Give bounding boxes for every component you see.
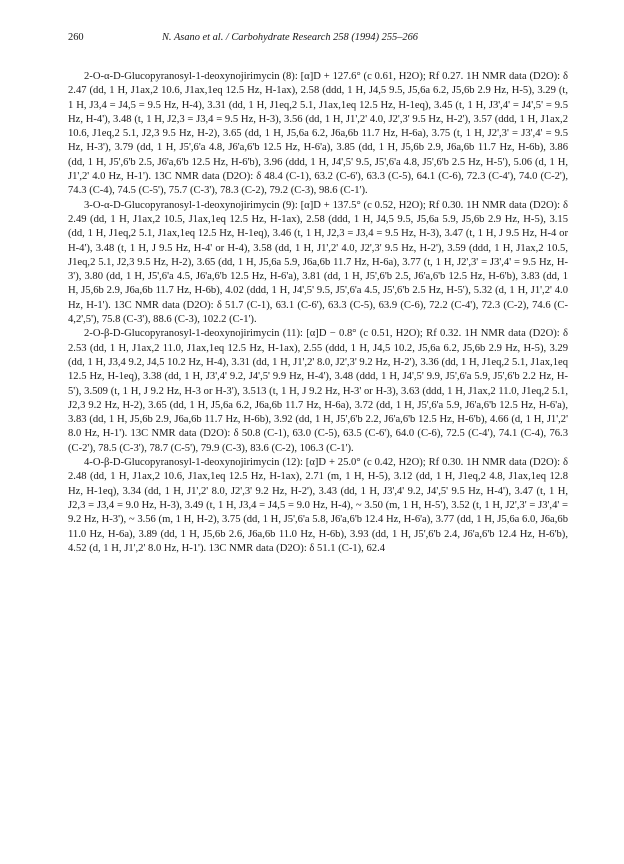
journal-page <box>68 32 568 554</box>
running-title: N. Asano et al. / Carbohydrate Research 258 (1994) 255–266 <box>162 32 418 43</box>
paragraph-compound-12: 4-O-β-D-Glucopyranosyl-1-deoxynojirimycin (12): [α]D + 25.0° (c 0.42, H2O); Rf 0.30. 1H NMR data (D2O): δ 2.48 (dd, 1 H, J1ax,2 10.6, J1ax,1eq 12.5 Hz, H-1ax), 2.71 (m, 1 H, H-5), 3.12 (dd, 1 H, J1eq,2 4.8, J1ax,1eq 12.8 Hz, H-1eq), 3.34 (dd, 1 H, J1',2' 8.0, J2',3' 9.2 Hz, H-2'), 3.43 (dd, 1 H, J3',4' 9.2, J4',5' 9.5 Hz, H-4'), 3.47 (t, 1 H, J2,3 = J3,4 = 9.0 Hz, H-3), 3.49 (t, 1 H, J3,4 = J4,5 = 9.0 Hz, H-4), ~ 3.50 (m, 1 H, H-5'), 3.52 (t, 1 H, J2',3' = J3',4' = 9.2 Hz, H-3'), ~ 3.56 (m, 1 H, H-2), 3.75 (dd, 1 H, J5',6'a 5.8, J6'a,6'b 12.4 Hz, H-6'a), 3.77 (dd, 1 H, J5,6a 6.0, J6a,6b 11.0 Hz, H-6a), 3.89 (dd, 1 H, J5,6b 2.6, J6a,6b 11.0 Hz, H-6b), 3.93 (dd, 1 H, J5',6'b 2.4, J6'a,6'b 12.4 Hz, H-6'b), 4.52 (d, 1 H, J1',2' 8.0 Hz, H-1'). 13C NMR data (D2O): δ 51.1 (C-1), 62.4 <box>68 457 568 554</box>
paragraph-compound-11: 2-O-β-D-Glucopyranosyl-1-deoxynojirimycin (11): [α]D − 0.8° (c 0.51, H2O); Rf 0.32. 1H NMR data (D2O): δ 2.53 (dd, 1 H, J1ax,2 11.0, J1ax,1eq 12.5 Hz, H-1ax), 2.55 (ddd, 1 H, J4,5 10.2, J5,6a 6.2, J5,6b 2.9 Hz, H-5), 3.29 (dd, 1 H, J3,4 9.2, J4,5 10.2 Hz, H-4), 3.31 (dd, 1 H, J1',2' 8.0, J2',3' 9.2 Hz, H-2'), 3.36 (dd, 1 H, J1eq,2 5.1, J1ax,1eq 12.5 Hz, H-1eq), 3.38 (dd, 1 H, J3',4' 9.2, J4',5' 9.9 Hz, H-4'), 3.48 (ddd, 1 H, J4',5' 9.9, J5',6'a 5.9, J5',6'b 2.2 Hz, H-5'), 3.509 (t, 1 H, J 9.2 Hz, H-3 or H-3'), 3.513 (t, 1 H, J 9.2 Hz, H-3' or H-3), 3.63 (ddd, 1 H, J1ax,2 11.0, J1eq,2 5.1, J2,3 9.2 Hz, H-2), 3.65 (dd, 1 H, J5,6a 6.2, J6a,6b 11.7 Hz, H-6a), 3.72 (dd, 1 H, J5',6'a 5.9, J6'a,6'b 12.5 Hz, H-6'a), 3.83 (dd, 1 H, J5,6b 2.9, J6a,6b 11.7 Hz, H-6b), 3.92 (dd, 1 H, J5',6'b 2.2, J6'a,6'b 12.5 Hz, H-6'b), 4.66 (d, 1 H, J1',2' 8.0 Hz, H-1'). 13C NMR data (D2O): δ 50.8 (C-1), 63.0 (C-5), 63.5 (C-6'), 64.0 (C-6), 72.5 (C-4'), 74.1 (C-4), 76.3 (C-2'), 78.5 (C-3'), 78.7 (C-5'), 79.9 (C-3), 83.6 (C-2), 106.3 (C-1'). <box>68 328 568 454</box>
paragraph-compound-8: 2-O-α-D-Glucopyranosyl-1-deoxynojirimycin (8): [α]D + 127.6° (c 0.61, H2O); Rf 0.27. 1H NMR data (D2O): δ 2.47 (dd, 1 H, J1ax,2 10.6, J1ax,1eq 12.5 Hz, H-1ax), 2.58 (ddd, 1 H, J4,5 9.5, J5,6a 6.2, J5,6b 2.9 Hz, H-5), 3.29 (t, 1 H, J3,4 = J4,5 = 9.5 Hz, H-4), 3.31 (dd, 1 H, J1eq,2 5.1, J1ax,1eq 12.5 Hz, H-1eq), 3.45 (t, 1 H, J3',4' = J4',5' = 9.5 Hz, H-4'), 3.48 (t, 1 H, J2,3 = J3,4 = 9.5 Hz, H-3), 3.56 (dd, 1 H, J1',2' 4.0, J2',3' 9.5 Hz, H-2'), 3.57 (ddd, 1 H, J1ax,2 10.6, J1eq,2 5.1, J2,3 9.5 Hz, H-2), 3.65 (dd, 1 H, J5,6a 6.2, J6a,6b 11.7 Hz, H-6a), 3.75 (t, 1 H, J2',3' = J3',4' = 9.5 Hz, H-3'), 3.79 (dd, 1 H, J5',6'a 4.8, J6'a,6'b 12.5 Hz, H-6'a), 3.85 (dd, 1 H, J5,6b 2.9, J6a,6b 11.7 Hz, H-6b), 3.86 (dd, 1 H, J5',6'b 2.5, J6'a,6'b 12.5 Hz, H-6'b), 3.96 (ddd, 1 H, J4',5' 9.5, J5',6'a 4.8, J5',6'b 2.5 Hz, H-5'), 5.06 (d, 1 H, J1',2' 4.0 Hz, H-1'). 13C NMR data (D2O): δ 48.4 (C-1), 63.2 (C-6'), 63.3 (C-5), 64.1 (C-6), 72.3 (C-4'), 74.0 (C-2'), 74.3 (C-4), 74.5 (C-5'), 75.7 (C-3'), 78.3 (C-2), 79.2 (C-3), 98.6 (C-1'). <box>68 71 568 197</box>
page-number: 260 <box>68 32 84 43</box>
article-body <box>68 70 568 556</box>
page-header <box>68 32 568 52</box>
paragraph-compound-9: 3-O-α-D-Glucopyranosyl-1-deoxynojirimycin (9): [α]D + 137.5° (c 0.52, H2O); Rf 0.30. 1H NMR data (D2O): δ 2.49 (dd, 1 H, J1ax,2 10.5, J1ax,1eq 12.5 Hz, H-1ax), 2.58 (ddd, 1 H, J4,5 9.5, J5,6a 5.9, J5,6b 2.9 Hz, H-5), 3.15 (dd, 1 H, J1eq,2 5.1, J1ax,1eq 12.5 Hz, H-1eq), 3.46 (t, 1 H, J2,3 = J3,4 = 9.5 Hz, H-3), 3.47 (t, 1 H, J 9.5 Hz, H-4 or H-4'), 3.48 (t, 1 H, J 9.5 Hz, H-4' or H-4), 3.58 (dd, 1 H, J1',2' 4.0, J2',3' 9.5 Hz, H-2'), 3.59 (ddd, 1 H, J1ax,2 10.5, J1eq,2 5.1, J2,3 9.5 Hz, H-2), 3.65 (dd, 1 H, J5,6a 5.9, J6a,6b 11.7 Hz, H-6a), 3.77 (t, 1 H, J2',3' = J3',4' = 9.5 Hz, H-3'), 3.80 (dd, 1 H, J5',6'a 4.5, J6'a,6'b 12.5 Hz, H-6'a), 3.81 (dd, 1 H, J5',6'b 2.5, J6'a,6'b 12.5 Hz, H-6'b), 3.83 (dd, 1 H, J5,6b 2.9, J6a,6b 11.7 Hz, H-6b), 4.02 (ddd, 1 H, J4',5' 9.5, J5',6'a 4.5, J5',6'b 2.5 Hz, H-5'), 5.32 (d, 1 H, J1',2' 4.0 Hz, H-1'). 13C NMR data (D2O): δ 51.7 (C-1), 63.1 (C-6'), 63.3 (C-5), 63.9 (C-6), 72.2 (C-4'), 72.3 (C-2), 74.6 (C-4,2',5'), 75.8 (C-3'), 88.6 (C-3), 102.2 (C-1'). <box>68 199 568 326</box>
